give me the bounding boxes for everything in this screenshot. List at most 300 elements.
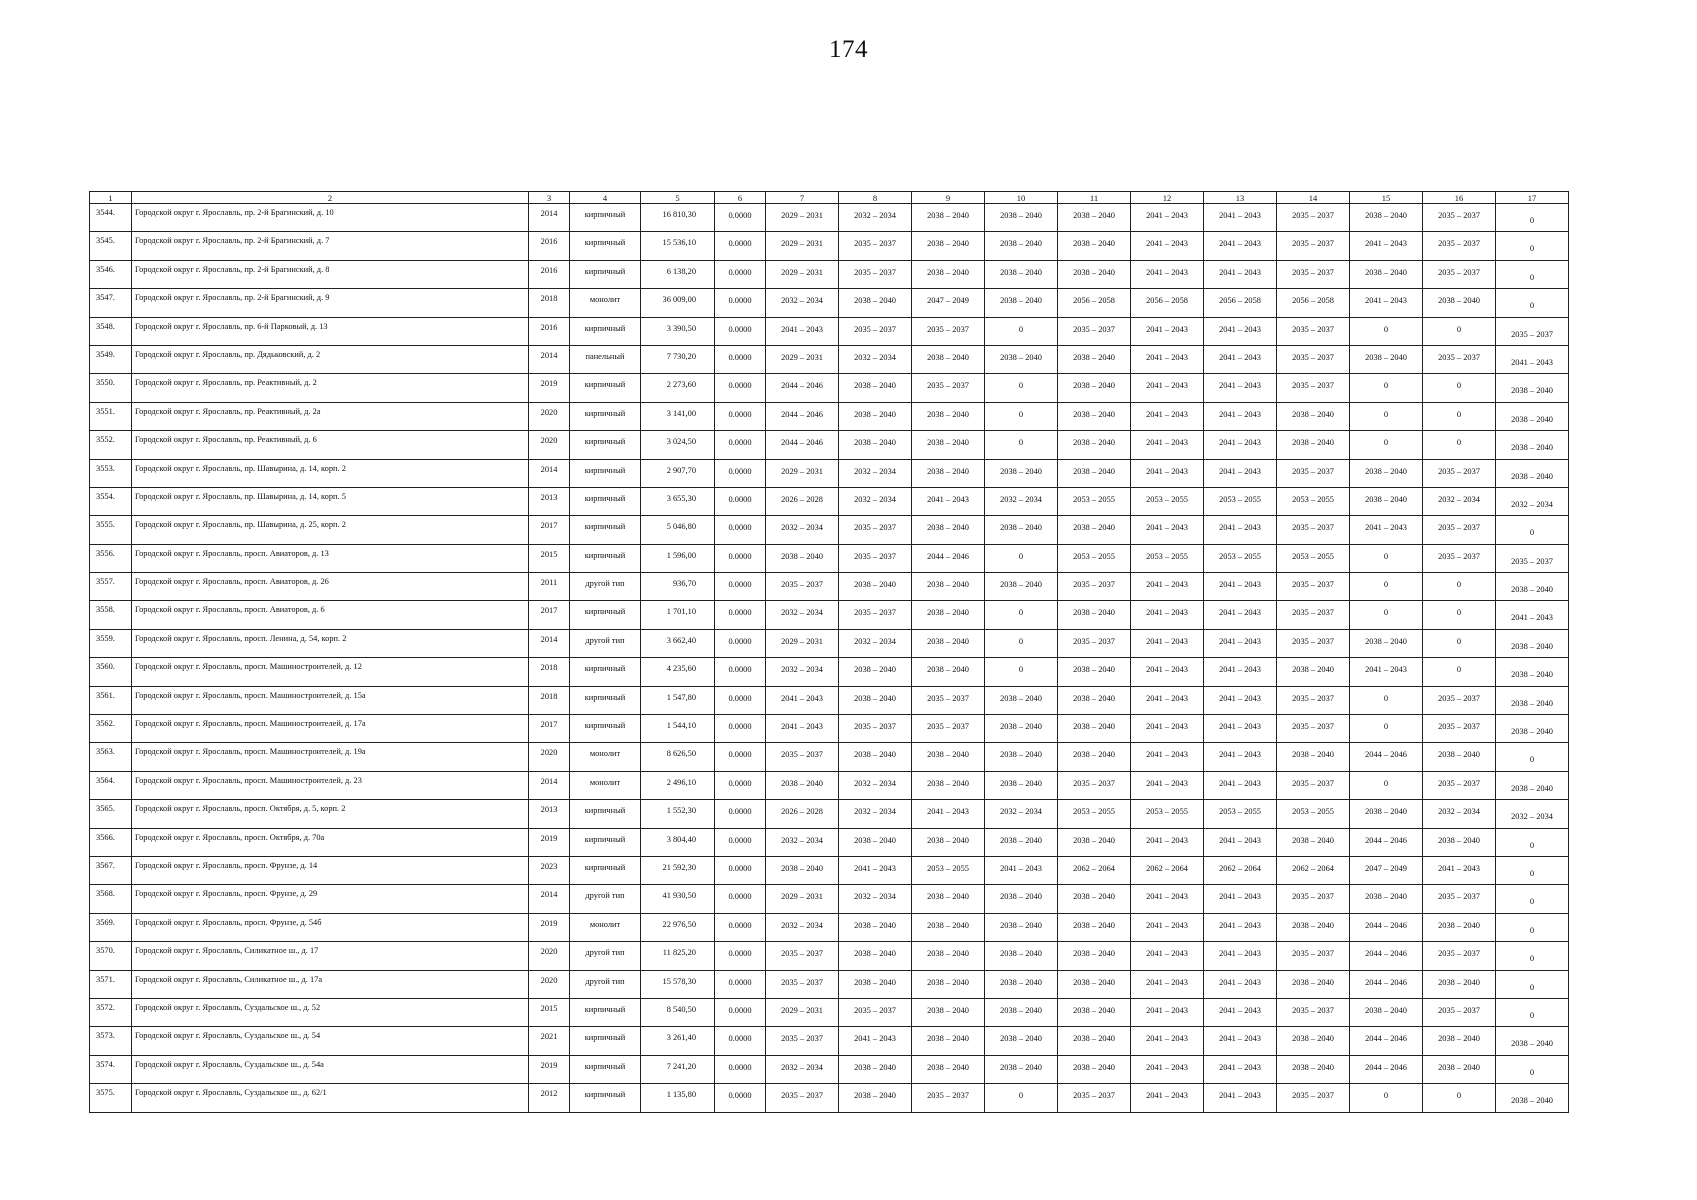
rate-value: 0.0000 [715,544,766,572]
repair-period-col-15: 0 [1350,601,1423,629]
repair-period-col-16: 2038 – 2040 [1423,828,1496,856]
commission-year: 2018 [529,686,570,714]
row-number: 3569. [90,913,132,941]
repair-period-col-8: 2038 – 2040 [839,942,912,970]
rate-value: 0.0000 [715,289,766,317]
total-area: 1 547,80 [641,686,715,714]
repair-period-col-17: 0 [1496,260,1569,288]
repair-period-col-12: 2062 – 2064 [1131,856,1204,884]
table-row [90,317,1569,345]
repair-period-col-12: 2041 – 2043 [1131,1084,1204,1112]
building-address: Городской округ г. Ярославль, пр. Реактивный, д. 2а [132,402,529,430]
repair-period-col-11: 2038 – 2040 [1058,715,1131,743]
rate-value: 0.0000 [715,204,766,232]
table-row [90,828,1569,856]
repair-period-col-14: 2035 – 2037 [1277,317,1350,345]
rate-value: 0.0000 [715,601,766,629]
row-number: 3546. [90,260,132,288]
repair-period-col-10: 2038 – 2040 [985,260,1058,288]
repair-period-col-10: 2038 – 2040 [985,516,1058,544]
repair-period-col-15: 2038 – 2040 [1350,204,1423,232]
wall-material: монолит [570,771,641,799]
repair-period-col-9: 2038 – 2040 [912,743,985,771]
repair-period-col-11: 2035 – 2037 [1058,1084,1131,1112]
table-row [90,487,1569,515]
repair-period-col-10: 2038 – 2040 [985,942,1058,970]
repair-period-col-14: 2062 – 2064 [1277,856,1350,884]
column-header-1: 1 [90,192,132,204]
rate-value: 0.0000 [715,686,766,714]
total-area: 11 825,20 [641,942,715,970]
building-address: Городской округ г. Ярославль, просп. Октября, д. 70а [132,828,529,856]
repair-period-col-14: 2035 – 2037 [1277,232,1350,260]
repair-period-col-15: 2041 – 2043 [1350,289,1423,317]
wall-material: кирпичный [570,998,641,1026]
repair-period-col-9: 2038 – 2040 [912,942,985,970]
column-header-2: 2 [132,192,529,204]
wall-material: кирпичный [570,544,641,572]
repair-period-col-13: 2041 – 2043 [1204,402,1277,430]
repair-period-col-16: 2035 – 2037 [1423,998,1496,1026]
repair-period-col-14: 2035 – 2037 [1277,374,1350,402]
total-area: 15 536,10 [641,232,715,260]
row-number: 3549. [90,345,132,373]
commission-year: 2016 [529,232,570,260]
repair-period-col-16: 2035 – 2037 [1423,260,1496,288]
repair-period-col-14: 2038 – 2040 [1277,743,1350,771]
repair-period-col-16: 2032 – 2034 [1423,487,1496,515]
commission-year: 2019 [529,828,570,856]
repair-period-col-12: 2041 – 2043 [1131,913,1204,941]
table-row [90,715,1569,743]
repair-period-col-17: 2032 – 2034 [1496,800,1569,828]
building-address: Городской округ г. Ярославль, просп. Фрунзе, д. 29 [132,885,529,913]
wall-material: кирпичный [570,374,641,402]
commission-year: 2014 [529,204,570,232]
table-row [90,601,1569,629]
repair-period-col-13: 2041 – 2043 [1204,601,1277,629]
rate-value: 0.0000 [715,232,766,260]
row-number: 3567. [90,856,132,884]
repair-period-col-7: 2032 – 2034 [766,658,839,686]
table-row [90,1055,1569,1083]
commission-year: 2013 [529,487,570,515]
repair-period-col-14: 2038 – 2040 [1277,913,1350,941]
commission-year: 2020 [529,743,570,771]
wall-material: кирпичный [570,431,641,459]
repair-period-col-13: 2041 – 2043 [1204,345,1277,373]
repair-period-col-12: 2041 – 2043 [1131,573,1204,601]
repair-period-col-10: 2038 – 2040 [985,771,1058,799]
table-row [90,686,1569,714]
repair-period-col-14: 2038 – 2040 [1277,431,1350,459]
repair-period-col-12: 2041 – 2043 [1131,629,1204,657]
repair-period-col-16: 0 [1423,402,1496,430]
repair-period-col-12: 2041 – 2043 [1131,998,1204,1026]
repair-period-col-9: 2038 – 2040 [912,459,985,487]
repair-period-col-7: 2029 – 2031 [766,885,839,913]
repair-period-col-15: 0 [1350,374,1423,402]
repair-period-col-12: 2053 – 2055 [1131,800,1204,828]
repair-period-col-11: 2038 – 2040 [1058,601,1131,629]
repair-period-col-10: 0 [985,402,1058,430]
repair-period-col-17: 2038 – 2040 [1496,374,1569,402]
repair-period-col-8: 2038 – 2040 [839,686,912,714]
row-number: 3565. [90,800,132,828]
building-address: Городской округ г. Ярославль, Силикатное ш., д. 17а [132,970,529,998]
repair-period-col-12: 2041 – 2043 [1131,374,1204,402]
repair-period-col-15: 2041 – 2043 [1350,658,1423,686]
repair-period-col-12: 2053 – 2055 [1131,487,1204,515]
table-row [90,1084,1569,1112]
building-address: Городской округ г. Ярославль, пр. 2-й Брагинский, д. 10 [132,204,529,232]
commission-year: 2017 [529,715,570,743]
repair-period-col-10: 2038 – 2040 [985,998,1058,1026]
repair-period-col-15: 0 [1350,317,1423,345]
repair-period-col-8: 2038 – 2040 [839,913,912,941]
commission-year: 2019 [529,1055,570,1083]
repair-period-col-17: 0 [1496,970,1569,998]
housing-register-table [89,191,1569,1113]
repair-period-col-8: 2038 – 2040 [839,743,912,771]
repair-period-col-17: 2041 – 2043 [1496,601,1569,629]
repair-period-col-14: 2035 – 2037 [1277,601,1350,629]
repair-period-col-13: 2056 – 2058 [1204,289,1277,317]
repair-period-col-10: 2038 – 2040 [985,828,1058,856]
total-area: 22 976,50 [641,913,715,941]
repair-period-col-17: 2038 – 2040 [1496,459,1569,487]
column-header-8: 8 [839,192,912,204]
repair-period-col-13: 2041 – 2043 [1204,516,1277,544]
repair-period-col-8: 2038 – 2040 [839,289,912,317]
total-area: 3 655,30 [641,487,715,515]
total-area: 1 701,10 [641,601,715,629]
repair-period-col-8: 2035 – 2037 [839,260,912,288]
repair-period-col-15: 2044 – 2046 [1350,1055,1423,1083]
total-area: 16 810,30 [641,204,715,232]
repair-period-col-17: 2032 – 2034 [1496,487,1569,515]
repair-period-col-7: 2035 – 2037 [766,1084,839,1112]
repair-period-col-17: 0 [1496,913,1569,941]
repair-period-col-10: 2038 – 2040 [985,686,1058,714]
repair-period-col-7: 2035 – 2037 [766,942,839,970]
wall-material: кирпичный [570,856,641,884]
repair-period-col-16: 2035 – 2037 [1423,771,1496,799]
commission-year: 2017 [529,601,570,629]
repair-period-col-10: 0 [985,1084,1058,1112]
repair-period-col-16: 2038 – 2040 [1423,913,1496,941]
rate-value: 0.0000 [715,1084,766,1112]
repair-period-col-8: 2038 – 2040 [839,1084,912,1112]
repair-period-col-17: 2038 – 2040 [1496,715,1569,743]
total-area: 7 241,20 [641,1055,715,1083]
rate-value: 0.0000 [715,260,766,288]
total-area: 1 135,80 [641,1084,715,1112]
repair-period-col-13: 2041 – 2043 [1204,686,1277,714]
repair-period-col-14: 2053 – 2055 [1277,800,1350,828]
repair-period-col-16: 2035 – 2037 [1423,686,1496,714]
repair-period-col-9: 2038 – 2040 [912,260,985,288]
repair-period-col-16: 2038 – 2040 [1423,970,1496,998]
rate-value: 0.0000 [715,885,766,913]
building-address: Городской округ г. Ярославль, пр. Шавырина, д. 14, корп. 5 [132,487,529,515]
rate-value: 0.0000 [715,317,766,345]
repair-period-col-12: 2053 – 2055 [1131,544,1204,572]
column-header-6: 6 [715,192,766,204]
table-row [90,942,1569,970]
row-number: 3575. [90,1084,132,1112]
column-header-5: 5 [641,192,715,204]
rate-value: 0.0000 [715,998,766,1026]
repair-period-col-7: 2032 – 2034 [766,289,839,317]
total-area: 3 261,40 [641,1027,715,1055]
row-number: 3548. [90,317,132,345]
repair-period-col-9: 2038 – 2040 [912,601,985,629]
repair-period-col-8: 2032 – 2034 [839,885,912,913]
total-area: 3 804,40 [641,828,715,856]
row-number: 3559. [90,629,132,657]
repair-period-col-11: 2053 – 2055 [1058,544,1131,572]
rate-value: 0.0000 [715,374,766,402]
repair-period-col-17: 2038 – 2040 [1496,431,1569,459]
repair-period-col-12: 2056 – 2058 [1131,289,1204,317]
building-address: Городской округ г. Ярославль, Силикатное ш., д. 17 [132,942,529,970]
row-number: 3573. [90,1027,132,1055]
wall-material: кирпичный [570,487,641,515]
commission-year: 2019 [529,913,570,941]
wall-material: кирпичный [570,317,641,345]
repair-period-col-13: 2041 – 2043 [1204,260,1277,288]
rate-value: 0.0000 [715,828,766,856]
wall-material: кирпичный [570,402,641,430]
repair-period-col-7: 2029 – 2031 [766,629,839,657]
building-address: Городской округ г. Ярославль, пр. 2-й Брагинский, д. 7 [132,232,529,260]
repair-period-col-15: 0 [1350,431,1423,459]
repair-period-col-16: 2038 – 2040 [1423,743,1496,771]
repair-period-col-16: 0 [1423,431,1496,459]
repair-period-col-15: 0 [1350,686,1423,714]
repair-period-col-14: 2035 – 2037 [1277,516,1350,544]
building-address: Городской округ г. Ярославль, просп. Авиаторов, д. 13 [132,544,529,572]
repair-period-col-8: 2038 – 2040 [839,1055,912,1083]
table-row [90,232,1569,260]
total-area: 1 552,30 [641,800,715,828]
wall-material: кирпичный [570,800,641,828]
repair-period-col-13: 2041 – 2043 [1204,629,1277,657]
row-number: 3561. [90,686,132,714]
wall-material: кирпичный [570,1027,641,1055]
repair-period-col-7: 2035 – 2037 [766,970,839,998]
repair-period-col-11: 2038 – 2040 [1058,374,1131,402]
repair-period-col-13: 2053 – 2055 [1204,544,1277,572]
building-address: Городской округ г. Ярославль, Суздальское ш., д. 52 [132,998,529,1026]
rate-value: 0.0000 [715,743,766,771]
repair-period-col-7: 2029 – 2031 [766,204,839,232]
column-header-9: 9 [912,192,985,204]
commission-year: 2016 [529,260,570,288]
total-area: 2 273,60 [641,374,715,402]
repair-period-col-13: 2041 – 2043 [1204,1055,1277,1083]
repair-period-col-10: 0 [985,601,1058,629]
commission-year: 2020 [529,402,570,430]
repair-period-col-8: 2032 – 2034 [839,204,912,232]
repair-period-col-16: 2032 – 2034 [1423,800,1496,828]
repair-period-col-16: 2038 – 2040 [1423,289,1496,317]
rate-value: 0.0000 [715,487,766,515]
commission-year: 2020 [529,431,570,459]
repair-period-col-10: 2038 – 2040 [985,289,1058,317]
repair-period-col-10: 2032 – 2034 [985,800,1058,828]
row-number: 3568. [90,885,132,913]
building-address: Городской округ г. Ярославль, пр. 2-й Брагинский, д. 9 [132,289,529,317]
repair-period-col-11: 2062 – 2064 [1058,856,1131,884]
row-number: 3572. [90,998,132,1026]
repair-period-col-9: 2038 – 2040 [912,345,985,373]
table-row [90,771,1569,799]
building-address: Городской округ г. Ярославль, пр. 2-й Брагинский, д. 8 [132,260,529,288]
commission-year: 2016 [529,317,570,345]
repair-period-col-14: 2038 – 2040 [1277,828,1350,856]
wall-material: кирпичный [570,232,641,260]
table-row [90,658,1569,686]
column-header-10: 10 [985,192,1058,204]
table-row [90,1027,1569,1055]
repair-period-col-12: 2041 – 2043 [1131,516,1204,544]
rate-value: 0.0000 [715,913,766,941]
repair-period-col-12: 2041 – 2043 [1131,686,1204,714]
rate-value: 0.0000 [715,715,766,743]
repair-period-col-15: 0 [1350,1084,1423,1112]
repair-period-col-8: 2032 – 2034 [839,629,912,657]
repair-period-col-10: 2038 – 2040 [985,743,1058,771]
repair-period-col-12: 2041 – 2043 [1131,317,1204,345]
total-area: 3 390,50 [641,317,715,345]
table-row [90,743,1569,771]
repair-period-col-11: 2035 – 2037 [1058,573,1131,601]
repair-period-col-11: 2038 – 2040 [1058,686,1131,714]
repair-period-col-15: 2038 – 2040 [1350,260,1423,288]
total-area: 21 592,30 [641,856,715,884]
repair-period-col-12: 2041 – 2043 [1131,204,1204,232]
repair-period-col-9: 2038 – 2040 [912,1027,985,1055]
repair-period-col-7: 2041 – 2043 [766,317,839,345]
repair-period-col-17: 0 [1496,828,1569,856]
repair-period-col-10: 2041 – 2043 [985,856,1058,884]
repair-period-col-9: 2038 – 2040 [912,970,985,998]
rate-value: 0.0000 [715,516,766,544]
repair-period-col-12: 2041 – 2043 [1131,942,1204,970]
wall-material: монолит [570,743,641,771]
commission-year: 2017 [529,516,570,544]
rate-value: 0.0000 [715,402,766,430]
repair-period-col-13: 2041 – 2043 [1204,715,1277,743]
repair-period-col-10: 0 [985,317,1058,345]
repair-period-col-13: 2041 – 2043 [1204,431,1277,459]
commission-year: 2018 [529,658,570,686]
repair-period-col-8: 2038 – 2040 [839,402,912,430]
repair-period-col-11: 2038 – 2040 [1058,1055,1131,1083]
repair-period-col-10: 2032 – 2034 [985,487,1058,515]
table-row [90,459,1569,487]
repair-period-col-16: 2038 – 2040 [1423,1027,1496,1055]
building-address: Городской округ г. Ярославль, просп. Машиностроителей, д. 12 [132,658,529,686]
row-number: 3558. [90,601,132,629]
column-header-4: 4 [570,192,641,204]
column-header-12: 12 [1131,192,1204,204]
rate-value: 0.0000 [715,573,766,601]
repair-period-col-9: 2038 – 2040 [912,573,985,601]
repair-period-col-17: 0 [1496,856,1569,884]
rate-value: 0.0000 [715,800,766,828]
repair-period-col-9: 2035 – 2037 [912,317,985,345]
column-header-13: 13 [1204,192,1277,204]
table-row [90,374,1569,402]
rate-value: 0.0000 [715,771,766,799]
wall-material: кирпичный [570,1055,641,1083]
wall-material: кирпичный [570,658,641,686]
table-row [90,885,1569,913]
repair-period-col-10: 2038 – 2040 [985,970,1058,998]
building-address: Городской округ г. Ярославль, пр. Шавырина, д. 25, корп. 2 [132,516,529,544]
column-header-14: 14 [1277,192,1350,204]
repair-period-col-15: 2038 – 2040 [1350,885,1423,913]
repair-period-col-7: 2029 – 2031 [766,232,839,260]
wall-material: кирпичный [570,715,641,743]
repair-period-col-16: 2035 – 2037 [1423,544,1496,572]
repair-period-col-17: 2038 – 2040 [1496,402,1569,430]
building-address: Городской округ г. Ярославль, просп. Машиностроителей, д. 17а [132,715,529,743]
repair-period-col-8: 2032 – 2034 [839,800,912,828]
repair-period-col-14: 2035 – 2037 [1277,998,1350,1026]
repair-period-col-9: 2038 – 2040 [912,431,985,459]
total-area: 2 496,10 [641,771,715,799]
wall-material: кирпичный [570,204,641,232]
repair-period-col-14: 2035 – 2037 [1277,1084,1350,1112]
table-row [90,629,1569,657]
rate-value: 0.0000 [715,431,766,459]
repair-period-col-7: 2041 – 2043 [766,686,839,714]
total-area: 6 138,20 [641,260,715,288]
row-number: 3556. [90,544,132,572]
repair-period-col-11: 2038 – 2040 [1058,885,1131,913]
repair-period-col-12: 2041 – 2043 [1131,885,1204,913]
row-number: 3560. [90,658,132,686]
total-area: 1 544,10 [641,715,715,743]
repair-period-col-16: 0 [1423,374,1496,402]
repair-period-col-9: 2035 – 2037 [912,715,985,743]
repair-period-col-11: 2038 – 2040 [1058,204,1131,232]
repair-period-col-7: 2026 – 2028 [766,487,839,515]
wall-material: другой тип [570,970,641,998]
repair-period-col-11: 2038 – 2040 [1058,998,1131,1026]
repair-period-col-7: 2032 – 2034 [766,516,839,544]
repair-period-col-16: 2035 – 2037 [1423,942,1496,970]
repair-period-col-8: 2032 – 2034 [839,345,912,373]
repair-period-col-10: 2038 – 2040 [985,1055,1058,1083]
repair-period-col-8: 2035 – 2037 [839,232,912,260]
repair-period-col-12: 2041 – 2043 [1131,1027,1204,1055]
wall-material: кирпичный [570,260,641,288]
page-number: 174 [829,36,868,63]
repair-period-col-12: 2041 – 2043 [1131,601,1204,629]
repair-period-col-13: 2041 – 2043 [1204,1027,1277,1055]
total-area: 7 730,20 [641,345,715,373]
repair-period-col-17: 2038 – 2040 [1496,771,1569,799]
row-number: 3574. [90,1055,132,1083]
repair-period-col-15: 2044 – 2046 [1350,1027,1423,1055]
rate-value: 0.0000 [715,1055,766,1083]
repair-period-col-11: 2056 – 2058 [1058,289,1131,317]
